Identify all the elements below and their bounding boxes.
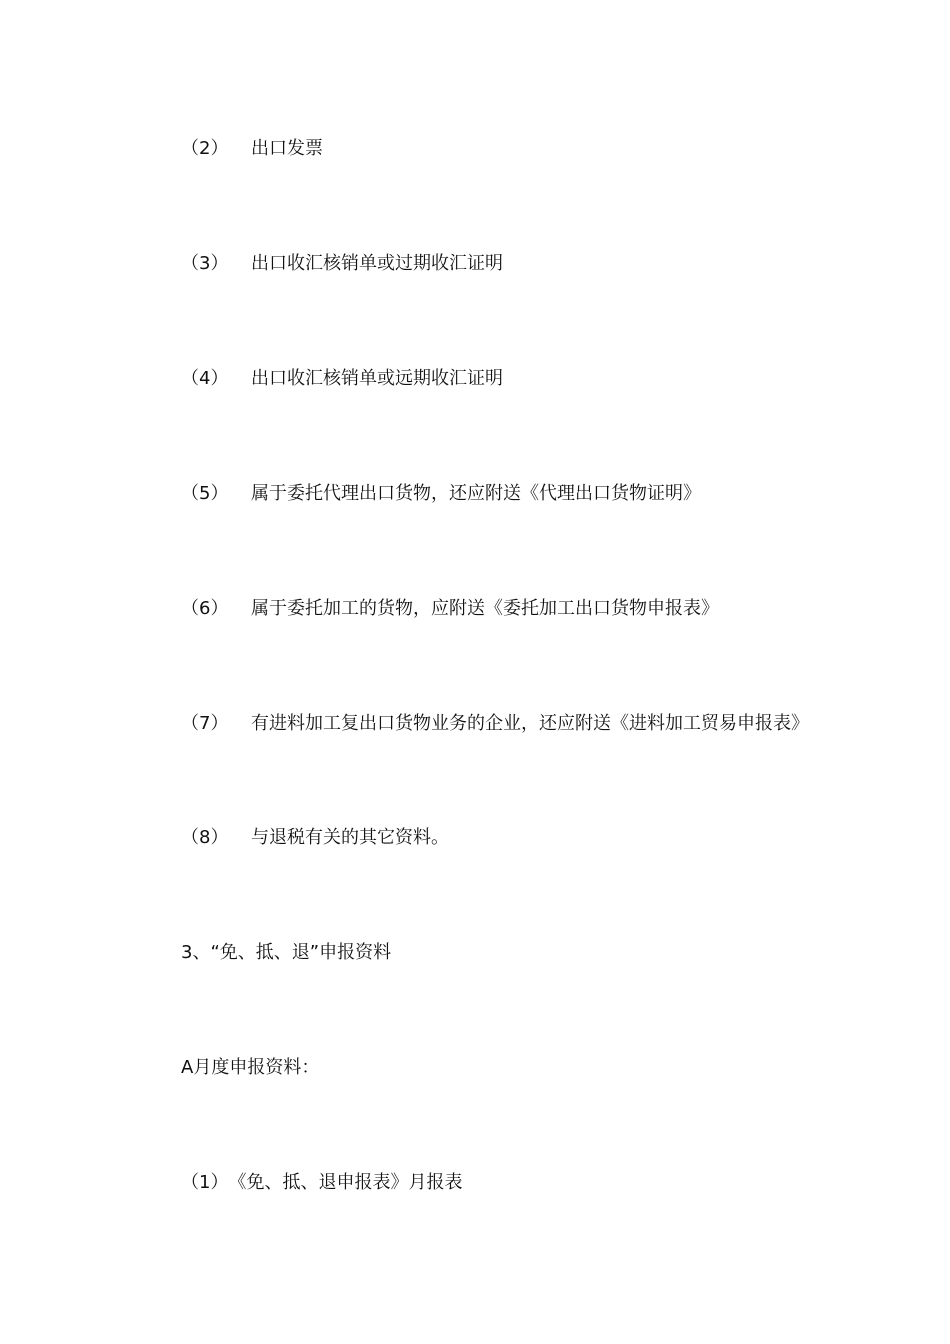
item-text: 有进料加工复出口货物业务的企业，还应附送《进料加工贸易申报表》 xyxy=(251,713,809,734)
item-number: （8） xyxy=(181,827,229,848)
list-item xyxy=(181,1171,462,1195)
list-item xyxy=(181,712,809,736)
item-text: 出口收汇核销单或过期收汇证明 xyxy=(251,253,503,274)
item-text: 出口收汇核销单或远期收汇证明 xyxy=(251,368,503,389)
item-number: （5） xyxy=(181,483,229,504)
item-text: 属于委托加工的货物，应附送《委托加工出口货物申报表》 xyxy=(251,598,719,619)
item-text: 属于委托代理出口货物，还应附送《代理出口货物证明》 xyxy=(251,483,701,504)
section-heading: 3、“免、抵、退”申报资料 xyxy=(181,942,392,963)
list-item xyxy=(181,826,449,850)
item-text: 与退税有关的其它资料。 xyxy=(251,827,449,848)
list-item xyxy=(181,597,719,621)
item-text: 出口发票 xyxy=(251,138,323,159)
item-number: （6） xyxy=(181,598,229,619)
item-number: （3） xyxy=(181,253,229,274)
list-item xyxy=(181,482,701,506)
list-item xyxy=(181,367,503,391)
item-text: 《免、抵、退申报表》月报表 xyxy=(228,1172,463,1193)
list-item xyxy=(181,252,503,276)
subsection-heading: A月度申报资料： xyxy=(181,1057,320,1078)
item-number: （2） xyxy=(181,138,229,159)
item-number: （1） xyxy=(181,1172,229,1193)
item-number: （7） xyxy=(181,713,229,734)
item-number: （4） xyxy=(181,368,229,389)
list-item xyxy=(181,137,323,161)
